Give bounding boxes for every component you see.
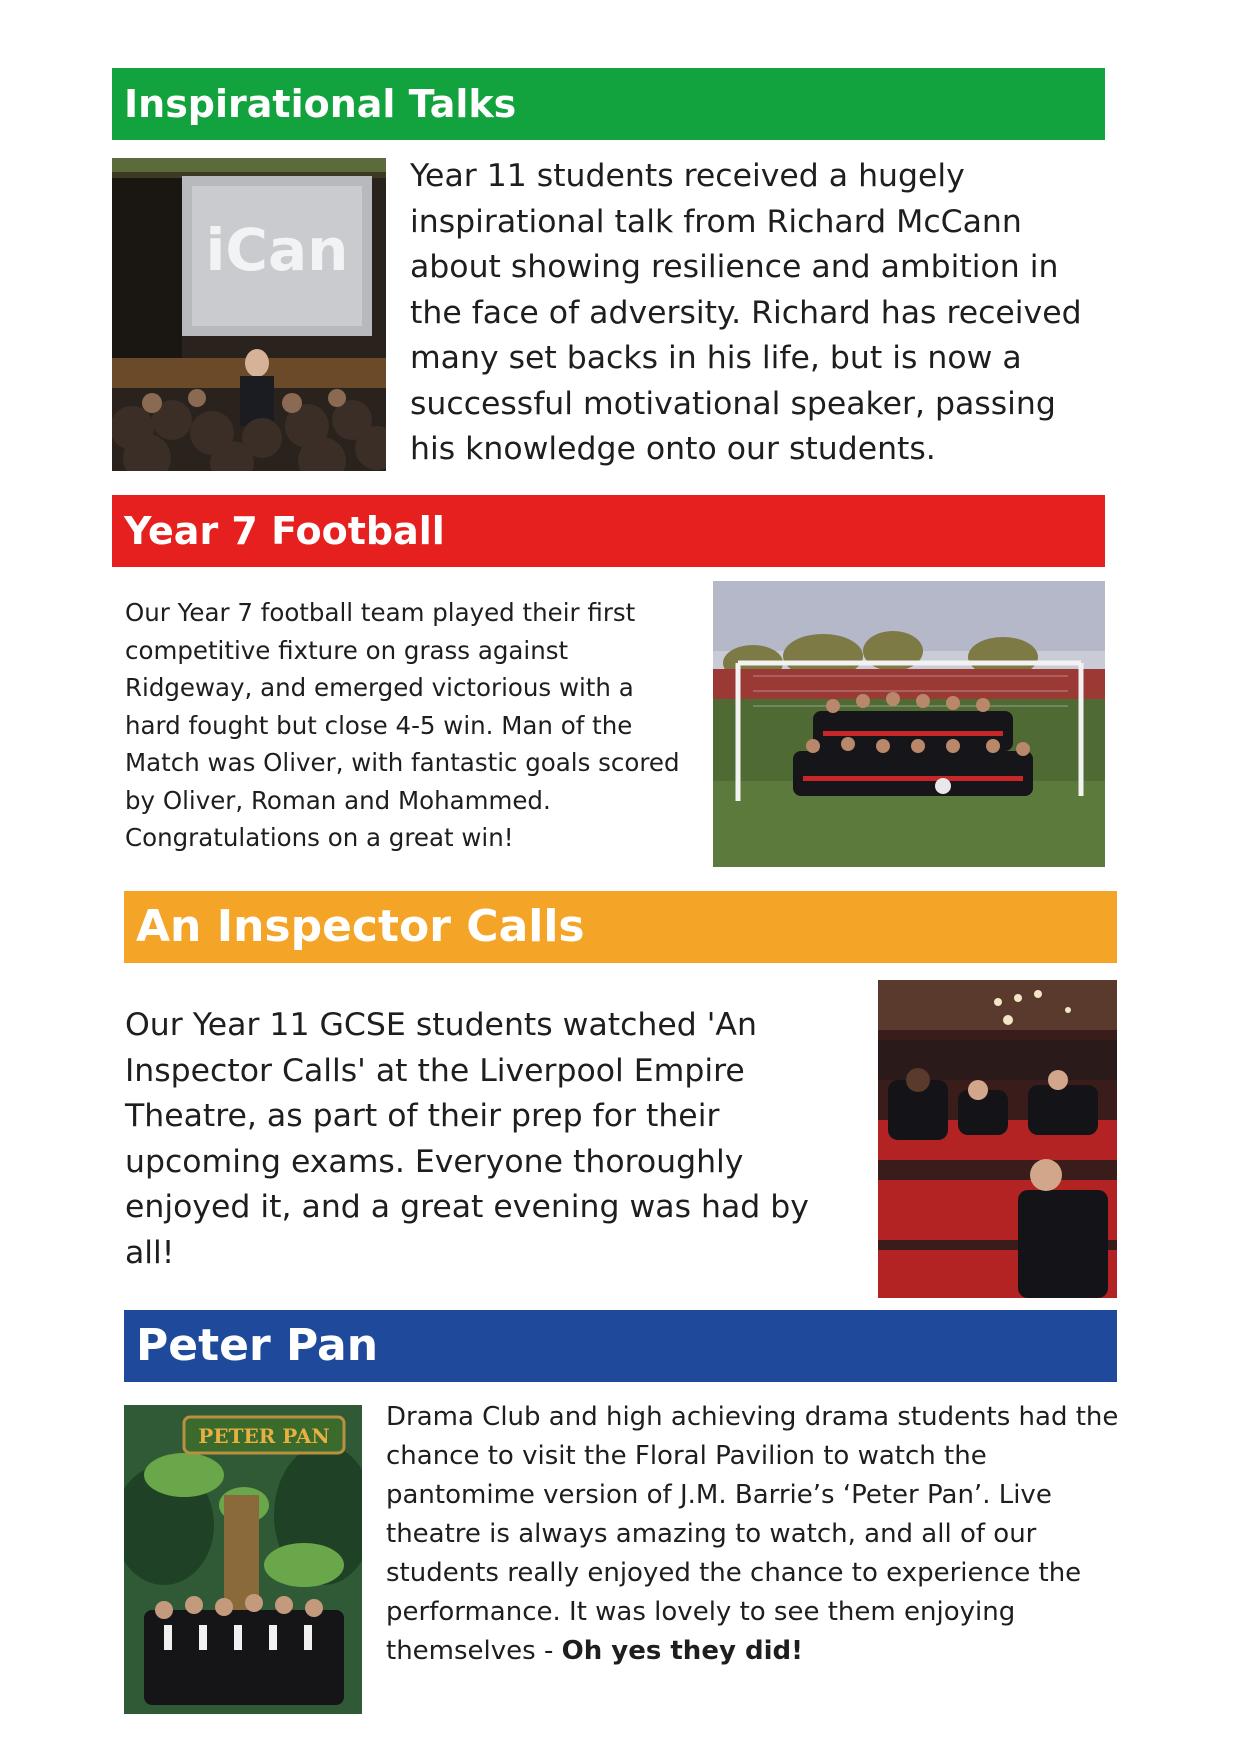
photo-caption-peter-pan: PETER PAN: [198, 1424, 330, 1448]
photo-caption-ican: iCan: [205, 216, 349, 284]
section-heading-inspirational-talks: Inspirational Talks: [112, 68, 1105, 140]
section-heading-peter-pan: Peter Pan: [124, 1310, 1117, 1382]
section-heading-an-inspector-calls: An Inspector Calls: [124, 891, 1117, 963]
photo-theatre-audience: [878, 980, 1117, 1298]
body-text-peter-pan-bold: Oh yes they did!: [561, 1636, 803, 1666]
photo-football-team: [713, 581, 1105, 867]
photo-inspirational-talk: [112, 158, 386, 471]
body-text-inspirational-talks: Year 11 students received a hugely inspirational talk from Richard McCann about showing resilience and ambition in the face of adversity. Richard has received many set backs in his life, but is now a successful motivational speaker, passing his knowledge onto our students.: [410, 158, 1082, 467]
body-text-peter-pan-main: Drama Club and high achieving drama students had the chance to visit the Floral Pavilion to watch the pantomime version of J.M. Barrie’s ‘Peter Pan’. Live theatre is always amazing to watch, and all of our students really enjoyed the chance to experience the performance. It was lovely to see them enjoying themselves -: [386, 1402, 1119, 1666]
body-text-peter-pan: [386, 1398, 1121, 1671]
photo-peter-pan: [124, 1405, 362, 1714]
body-text-an-inspector-calls: Our Year 11 GCSE students watched 'An Inspector Calls' at the Liverpool Empire Theatre, as part of their prep for their upcoming exams. Everyone thoroughly enjoyed it, and a great evening was had by all!: [125, 1007, 809, 1271]
section-heading-year7-football: Year 7 Football: [112, 495, 1105, 567]
body-text-year7-football: Our Year 7 football team played their first competitive fixture on grass against Ridgeway, and emerged victorious with a hard fought but close 4-5 win. Man of the Match was Oliver, with fantastic goals scored by Oliver, Roman and Mohammed. Congratulations on a great win!: [125, 598, 680, 852]
